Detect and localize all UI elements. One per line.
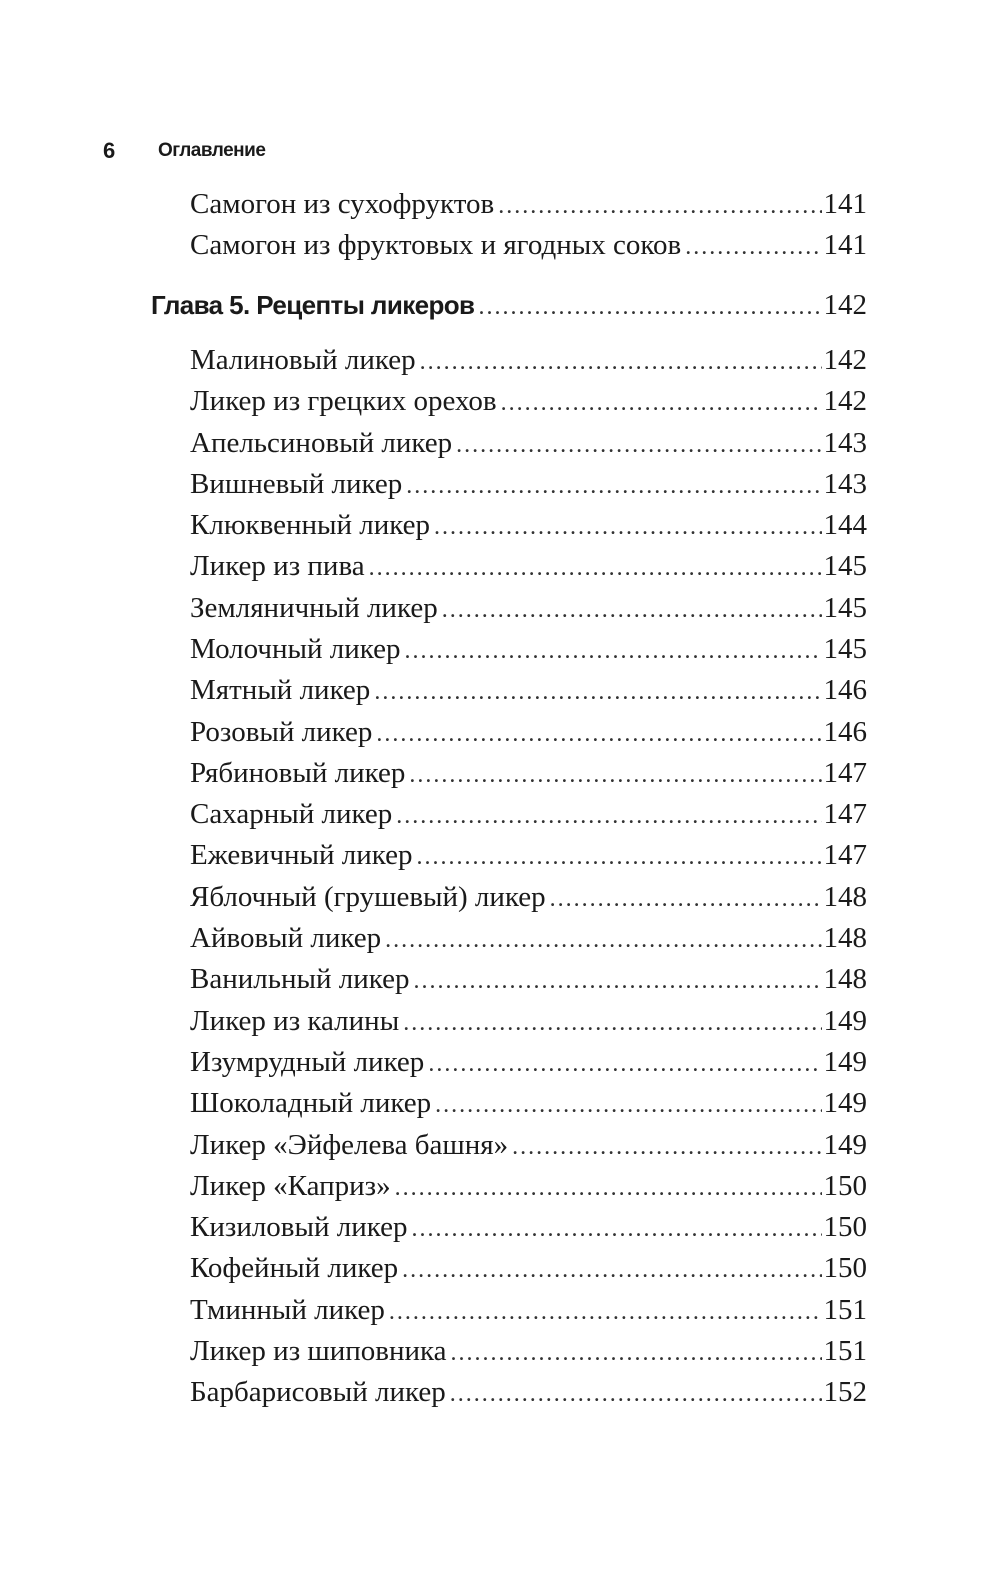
toc-entry-page-number: 146 bbox=[823, 716, 867, 748]
toc-entry-page-number: 147 bbox=[823, 798, 867, 830]
dot-leader bbox=[389, 1292, 822, 1330]
toc-entry-title: Самогон из фруктовых и ягодных соков bbox=[190, 229, 682, 261]
toc-entry bbox=[190, 546, 867, 586]
toc-entry bbox=[190, 1001, 867, 1041]
dot-leader bbox=[478, 287, 821, 325]
toc-entry bbox=[190, 835, 867, 875]
toc-entry-title: Вишневый ликер bbox=[190, 468, 403, 500]
dot-leader bbox=[420, 342, 822, 380]
toc-entry-page-number: 150 bbox=[823, 1211, 867, 1243]
toc-entry-title: Рябиновый ликер bbox=[190, 757, 406, 789]
toc-entry-page-number: 149 bbox=[823, 1005, 867, 1037]
toc-entry-page-number: 142 bbox=[823, 289, 867, 321]
toc-entry-title: Яблочный (грушевый) ликер bbox=[190, 881, 546, 913]
toc-entry-title: Мятный ликер bbox=[190, 674, 371, 706]
toc-entry bbox=[190, 959, 867, 999]
dot-leader bbox=[402, 1250, 821, 1288]
toc-entry-title: Кизиловый ликер bbox=[190, 1211, 408, 1243]
toc-entry-title: Земляничный ликер bbox=[190, 592, 438, 624]
toc-entry-page-number: 141 bbox=[823, 229, 867, 261]
toc-entry-title: Тминный ликер bbox=[190, 1294, 385, 1326]
toc-entry bbox=[190, 1331, 867, 1371]
toc-entry-title: Ликер «Эйфелева башня» bbox=[190, 1129, 509, 1161]
dot-leader bbox=[550, 879, 822, 917]
dot-leader bbox=[450, 1374, 822, 1412]
toc-entry bbox=[190, 340, 867, 380]
dot-leader bbox=[501, 383, 822, 421]
toc-entry bbox=[190, 670, 867, 710]
toc-entry bbox=[190, 1125, 867, 1165]
toc-entry-title: Самогон из сухофруктов bbox=[190, 188, 495, 220]
toc-entry bbox=[190, 381, 867, 421]
toc-entry-page-number: 146 bbox=[823, 674, 867, 706]
toc-entry bbox=[190, 712, 867, 752]
toc-entry bbox=[190, 505, 867, 545]
toc-entry-page-number: 152 bbox=[823, 1376, 867, 1408]
toc-entry-page-number: 148 bbox=[823, 963, 867, 995]
toc-entry bbox=[190, 1042, 867, 1082]
toc-entry-page-number: 149 bbox=[823, 1046, 867, 1078]
toc-entry-page-number: 143 bbox=[823, 468, 867, 500]
dot-leader bbox=[395, 1168, 822, 1206]
toc-entry-page-number: 147 bbox=[823, 839, 867, 871]
toc-entry-page-number: 151 bbox=[823, 1294, 867, 1326]
dot-leader bbox=[685, 227, 821, 265]
dot-leader bbox=[412, 1209, 822, 1247]
toc-entry-title: Розовый ликер bbox=[190, 716, 373, 748]
toc-entry-title: Изумрудный ликер bbox=[190, 1046, 425, 1078]
toc-entry bbox=[190, 629, 867, 669]
dot-leader bbox=[406, 466, 821, 504]
toc-entry bbox=[190, 1372, 867, 1412]
toc-entry-page-number: 148 bbox=[823, 881, 867, 913]
dot-leader bbox=[413, 961, 821, 999]
toc-entry-title: Молочный ликер bbox=[190, 633, 401, 665]
toc-entry-page-number: 142 bbox=[823, 344, 867, 376]
toc-entry-title: Клюквенный ликер bbox=[190, 509, 430, 541]
toc-entry bbox=[190, 588, 867, 628]
dot-leader bbox=[442, 590, 822, 628]
dot-leader bbox=[417, 837, 822, 875]
toc-entry-title: Ликер из шиповника bbox=[190, 1335, 447, 1367]
toc-entry bbox=[190, 225, 867, 265]
toc-entry bbox=[190, 753, 867, 793]
toc-entry-title: Малиновый ликер bbox=[190, 344, 416, 376]
toc-entry bbox=[190, 1290, 867, 1330]
toc-entry-title: Сахарный ликер bbox=[190, 798, 393, 830]
section-title: Оглавление bbox=[158, 140, 266, 161]
dot-leader bbox=[369, 548, 822, 586]
toc-entry-page-number: 148 bbox=[823, 922, 867, 954]
toc-entry-title: Ванильный ликер bbox=[190, 963, 410, 995]
toc-entry-page-number: 149 bbox=[823, 1087, 867, 1119]
toc-entry-title: Глава 5. Рецепты ликеров bbox=[151, 290, 475, 320]
dot-leader bbox=[456, 425, 821, 463]
toc-entry-title: Ликер из пива bbox=[190, 550, 365, 582]
dot-leader bbox=[498, 186, 821, 224]
toc-entry-title: Ликер из калины bbox=[190, 1005, 400, 1037]
dot-leader bbox=[405, 631, 822, 669]
toc-entry bbox=[190, 184, 867, 224]
toc-chapter-entry bbox=[151, 285, 867, 325]
toc-entry-title: Ежевичный ликер bbox=[190, 839, 413, 871]
dot-leader bbox=[409, 755, 821, 793]
toc-entry-title: Ликер из грецких орехов bbox=[190, 385, 497, 417]
toc-entry-title: Кофейный ликер bbox=[190, 1252, 399, 1284]
dot-leader bbox=[374, 672, 821, 710]
toc-entry-page-number: 144 bbox=[823, 509, 867, 541]
toc-entry-page-number: 141 bbox=[823, 188, 867, 220]
toc-entry bbox=[190, 1083, 867, 1123]
dot-leader bbox=[512, 1127, 821, 1165]
toc-entry-page-number: 150 bbox=[823, 1170, 867, 1202]
page-number: 6 bbox=[103, 138, 116, 163]
toc-entry-page-number: 151 bbox=[823, 1335, 867, 1367]
dot-leader bbox=[376, 714, 821, 752]
toc-entry bbox=[190, 918, 867, 958]
running-head bbox=[103, 136, 265, 166]
toc-entry-page-number: 150 bbox=[823, 1252, 867, 1284]
toc-entry-page-number: 143 bbox=[823, 427, 867, 459]
toc-entry bbox=[190, 1166, 867, 1206]
dot-leader bbox=[451, 1333, 822, 1371]
dot-leader bbox=[434, 507, 822, 545]
toc-entry-title: Айвовый ликер bbox=[190, 922, 382, 954]
toc-entry-page-number: 142 bbox=[823, 385, 867, 417]
toc-entry bbox=[190, 794, 867, 834]
toc-entry-page-number: 145 bbox=[823, 592, 867, 624]
toc-entry-page-number: 145 bbox=[823, 550, 867, 582]
toc-entry-title: Ликер «Каприз» bbox=[190, 1170, 391, 1202]
toc-entry bbox=[190, 423, 867, 463]
dot-leader bbox=[403, 1003, 821, 1041]
toc-entry-page-number: 147 bbox=[823, 757, 867, 789]
toc-entry bbox=[190, 877, 867, 917]
dot-leader bbox=[396, 796, 821, 834]
dot-leader bbox=[435, 1085, 821, 1123]
toc-entry bbox=[190, 1207, 867, 1247]
toc-entry bbox=[190, 1248, 867, 1288]
toc-entry-title: Барбарисовый ликер bbox=[190, 1376, 446, 1408]
dot-leader bbox=[428, 1044, 821, 1082]
toc-entry-page-number: 145 bbox=[823, 633, 867, 665]
toc-entry-title: Апельсиновый ликер bbox=[190, 427, 453, 459]
toc-entry-page-number: 149 bbox=[823, 1129, 867, 1161]
toc-entry-title: Шоколадный ликер bbox=[190, 1087, 432, 1119]
dot-leader bbox=[385, 920, 821, 958]
toc-entry bbox=[190, 464, 867, 504]
